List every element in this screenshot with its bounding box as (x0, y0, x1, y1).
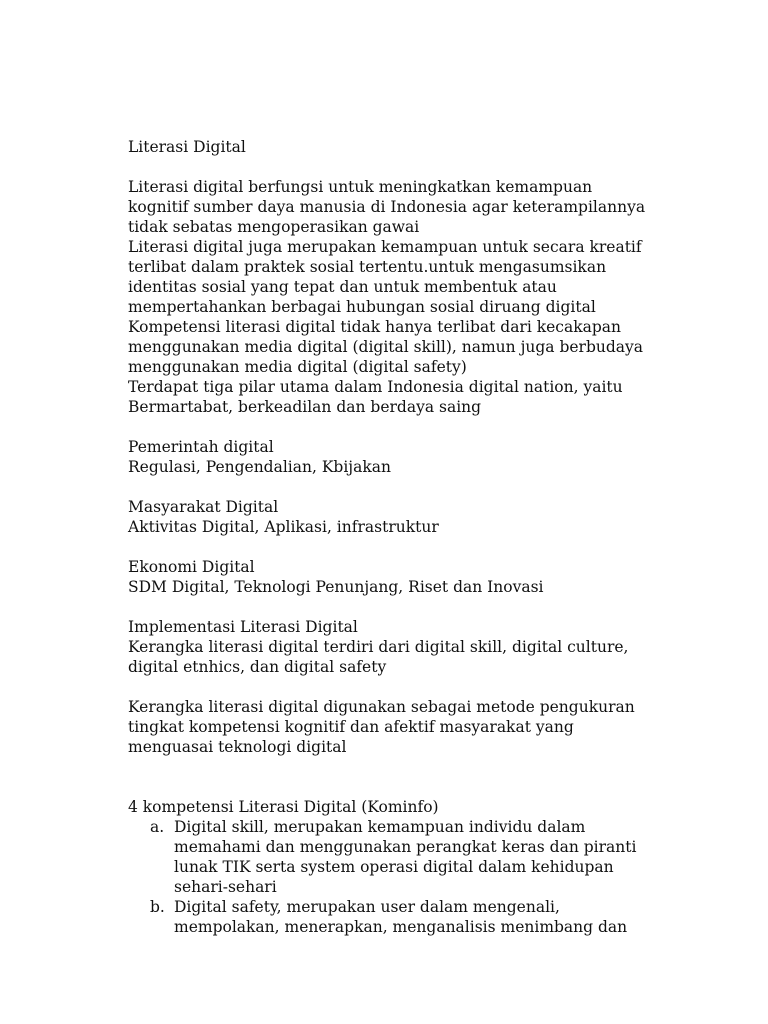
intro-line: terlibat dalam praktek sosial tertentu.untuk mengasumsikan (128, 258, 607, 276)
competencies-section (128, 797, 688, 937)
spacer (128, 597, 688, 617)
pillar-masyarakat (128, 497, 688, 537)
pillar-pemerintah (128, 437, 688, 477)
competencies-list (128, 817, 688, 937)
list-item-digital-skill (128, 817, 688, 897)
list-item-line: Digital safety, merupakan user dalam mengenali, (174, 898, 560, 916)
intro-line: menggunakan media digital (digital skill), namun juga berbudaya (128, 338, 644, 356)
spacer (128, 677, 688, 697)
intro-paragraph (128, 177, 688, 417)
list-marker: b. (150, 898, 165, 916)
spacer (128, 757, 688, 777)
document-title: Literasi Digital (128, 138, 246, 156)
pillar-heading: Masyarakat Digital (128, 498, 279, 516)
framework-line: menguasai teknologi digital (128, 738, 347, 756)
intro-line: Bermartabat, berkeadilan dan berdaya saing (128, 398, 482, 416)
pillar-heading: Pemerintah digital (128, 438, 274, 456)
intro-line: menggunakan media digital (digital safety) (128, 358, 467, 376)
intro-line: identitas sosial yang tepat dan untuk membentuk atau (128, 278, 557, 296)
list-item-line: Digital skill, merupakan kemampuan individu dalam (174, 818, 586, 836)
spacer (128, 537, 688, 557)
intro-line: Terdapat tiga pilar utama dalam Indonesia digital nation, yaitu (128, 378, 623, 396)
intro-line: Literasi digital juga merupakan kemampuan untuk secara kreatif (128, 238, 642, 256)
intro-line: Literasi digital berfungsi untuk meningkatkan kemampuan (128, 178, 593, 196)
framework-line: tingkat kompetensi kognitif dan afektif masyarakat yang (128, 718, 574, 736)
pillar-detail: Regulasi, Pengendalian, Kbijakan (128, 458, 391, 476)
implementation-heading: Implementasi Literasi Digital (128, 618, 358, 636)
list-marker: a. (150, 818, 165, 836)
intro-line: Kompetensi literasi digital tidak hanya terlibat dari kecakapan (128, 318, 621, 336)
intro-line: mempertahankan berbagai hubungan sosial diruang digital (128, 298, 596, 316)
list-item-line: memahami dan menggunakan perangkat keras dan piranti (174, 838, 637, 856)
intro-line: tidak sebatas mengoperasikan gawai (128, 218, 420, 236)
implementation-line: Kerangka literasi digital terdiri dari digital skill, digital culture, (128, 638, 629, 656)
spacer (128, 157, 688, 177)
pillar-detail: SDM Digital, Teknologi Penunjang, Riset dan Inovasi (128, 578, 544, 596)
list-item-line: lunak TIK serta system operasi digital dalam kehidupan (174, 858, 614, 876)
competencies-heading: 4 kompetensi Literasi Digital (Kominfo) (128, 798, 439, 816)
intro-line: kognitif sumber daya manusia di Indonesia agar keterampilannya (128, 198, 646, 216)
implementation-line: digital etnhics, dan digital safety (128, 658, 387, 676)
list-item-digital-safety (128, 897, 688, 937)
document-body (128, 137, 688, 937)
spacer (128, 777, 688, 797)
pillar-detail: Aktivitas Digital, Aplikasi, infrastruktur (128, 518, 439, 536)
pillar-ekonomi (128, 557, 688, 597)
spacer (128, 477, 688, 497)
implementation-section (128, 617, 688, 677)
pillar-heading: Ekonomi Digital (128, 558, 255, 576)
list-item-line: sehari-sehari (174, 878, 277, 896)
spacer (128, 417, 688, 437)
framework-paragraph (128, 697, 688, 757)
framework-line: Kerangka literasi digital digunakan sebagai metode pengukuran (128, 698, 635, 716)
list-item-line: mempolakan, menerapkan, menganalisis menimbang dan (174, 918, 628, 936)
